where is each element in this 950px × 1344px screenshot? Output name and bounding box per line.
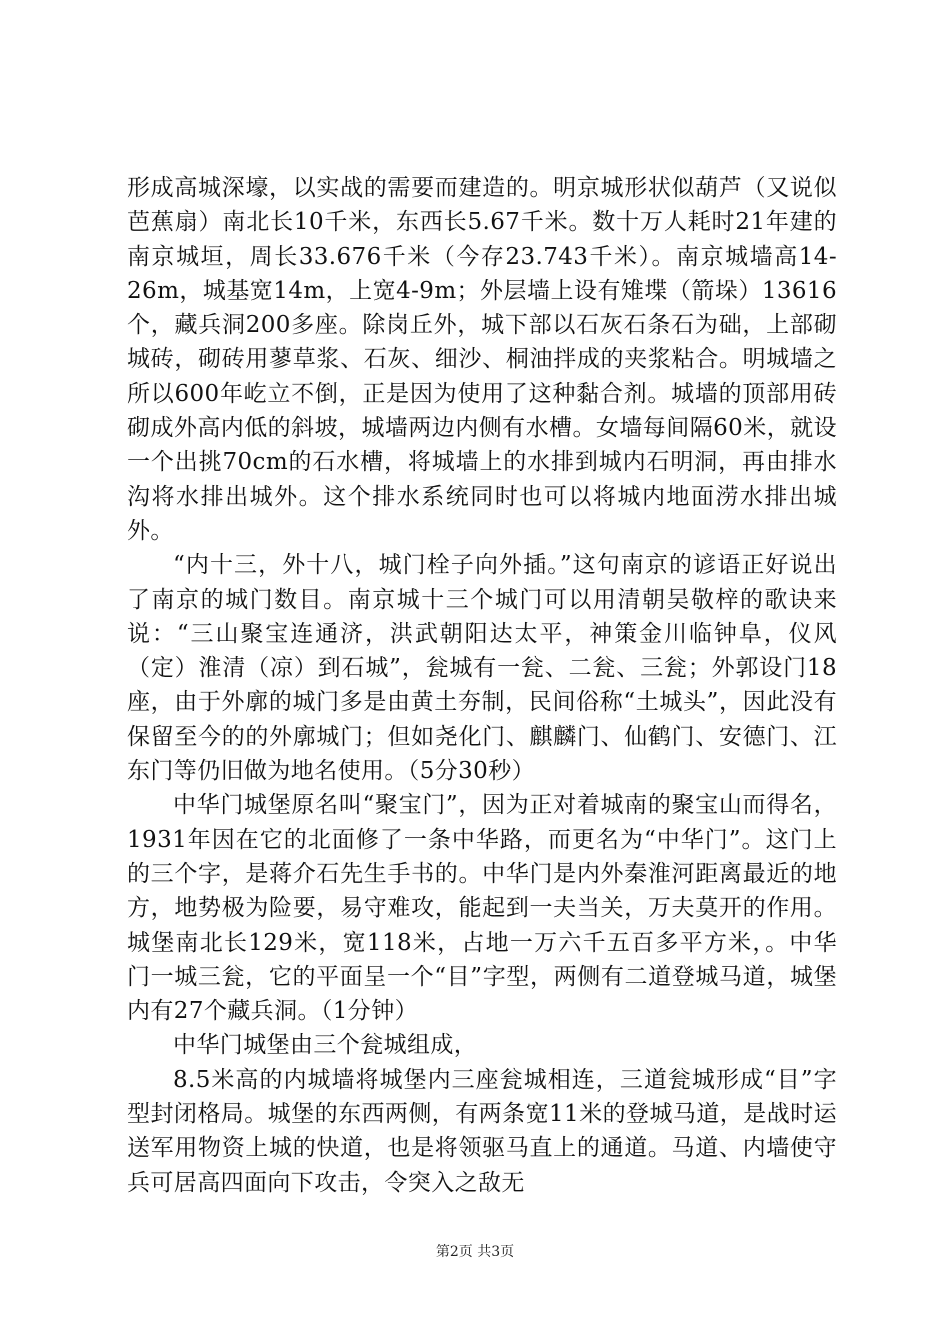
page-footer: 第2页 共3页 [435,1244,515,1260]
paragraph-zhonghua-gate: 中华门城堡原名叫“聚宝门”，因为正对着城南的聚宝山而得名，1931年因在它的北面修了一条中华路，而更名为“中华门”。这门上的三个字，是蒋介石先生手书的。中华门是内外秦淮河距离最近的地方，地势极为险要，易守难攻，能起到一夫当关，万夫莫开的作用。城堡南北长129米，宽118米，占地一万六千五百多平方米，。中华门一城三瓮，它的平面呈一个“目”字型，两侧有二道登城马道，城堡内有27个藏兵洞。（1分钟） [127,792,837,1025]
paragraph-city-gates: “内十三，外十八，城门栓子向外插。”这句南京的谚语正好说出了南京的城门数目。南京城十三个城门可以用清朝吴敬梓的歌诀来说：“三山聚宝连通济，洪武朝阳达太平，神策金川临钟阜，仪风（定）淮清（凉）到石城”，瓮城有一瓮、二瓮、三瓮；外郭设门18座，由于外廓的城门多是由黄土夯制，民间俗称“土城头”，因此没有保留至今的的外廓城门；但如尧化门、麒麟门、仙鹤门、安德门、江东门等仍旧做为地名使用。（5分30秒） [127,552,837,785]
body-text [127,171,837,1200]
paragraph-city-wall: 形成高城深壕，以实战的需要而建造的。明京城形状似葫芦（又说似芭蕉扇）南北长10千米，东西长5.67千米。数十万人耗时21年建的南京城垣，周长33.676千米（今存23.743千米）。南京城墙高14-26m，城基宽14m，上宽4-9m；外层墙上设有雉堞（箭垛）13616个，藏兵洞200多座。除岗丘外，城下部以石灰石条石为础，上部砌城砖，砌砖用蓼草浆、石灰、细沙、桐油拌成的夹浆粘合。明城墙之所以600年屹立不倒，正是因为使用了这种黏合剂。城墙的顶部用砖砌成外高内低的斜坡，城墙两边内侧有水槽。女墙每间隔60米，就设一个出挑70cm的石水槽，将城墙上的水排到城内石明洞，再由排水沟将水排出城外。这个排水系统同时也可以将城内地面涝水排出城外。 [127,175,837,544]
paragraph-inner-wall: 8.5米高的内城墙将城堡内三座瓮城相连，三道瓮城形成“目”字型封闭格局。城堡的东西两侧，有两条宽11米的登城马道，是战时运送军用物资上城的快道，也是将领驱马直上的通道。马道、内墙使守兵可居高四面向下攻击，令突入之敌无 [127,1066,837,1196]
paragraph-wengcheng: 中华门城堡由三个瓮城组成， [173,1032,478,1059]
